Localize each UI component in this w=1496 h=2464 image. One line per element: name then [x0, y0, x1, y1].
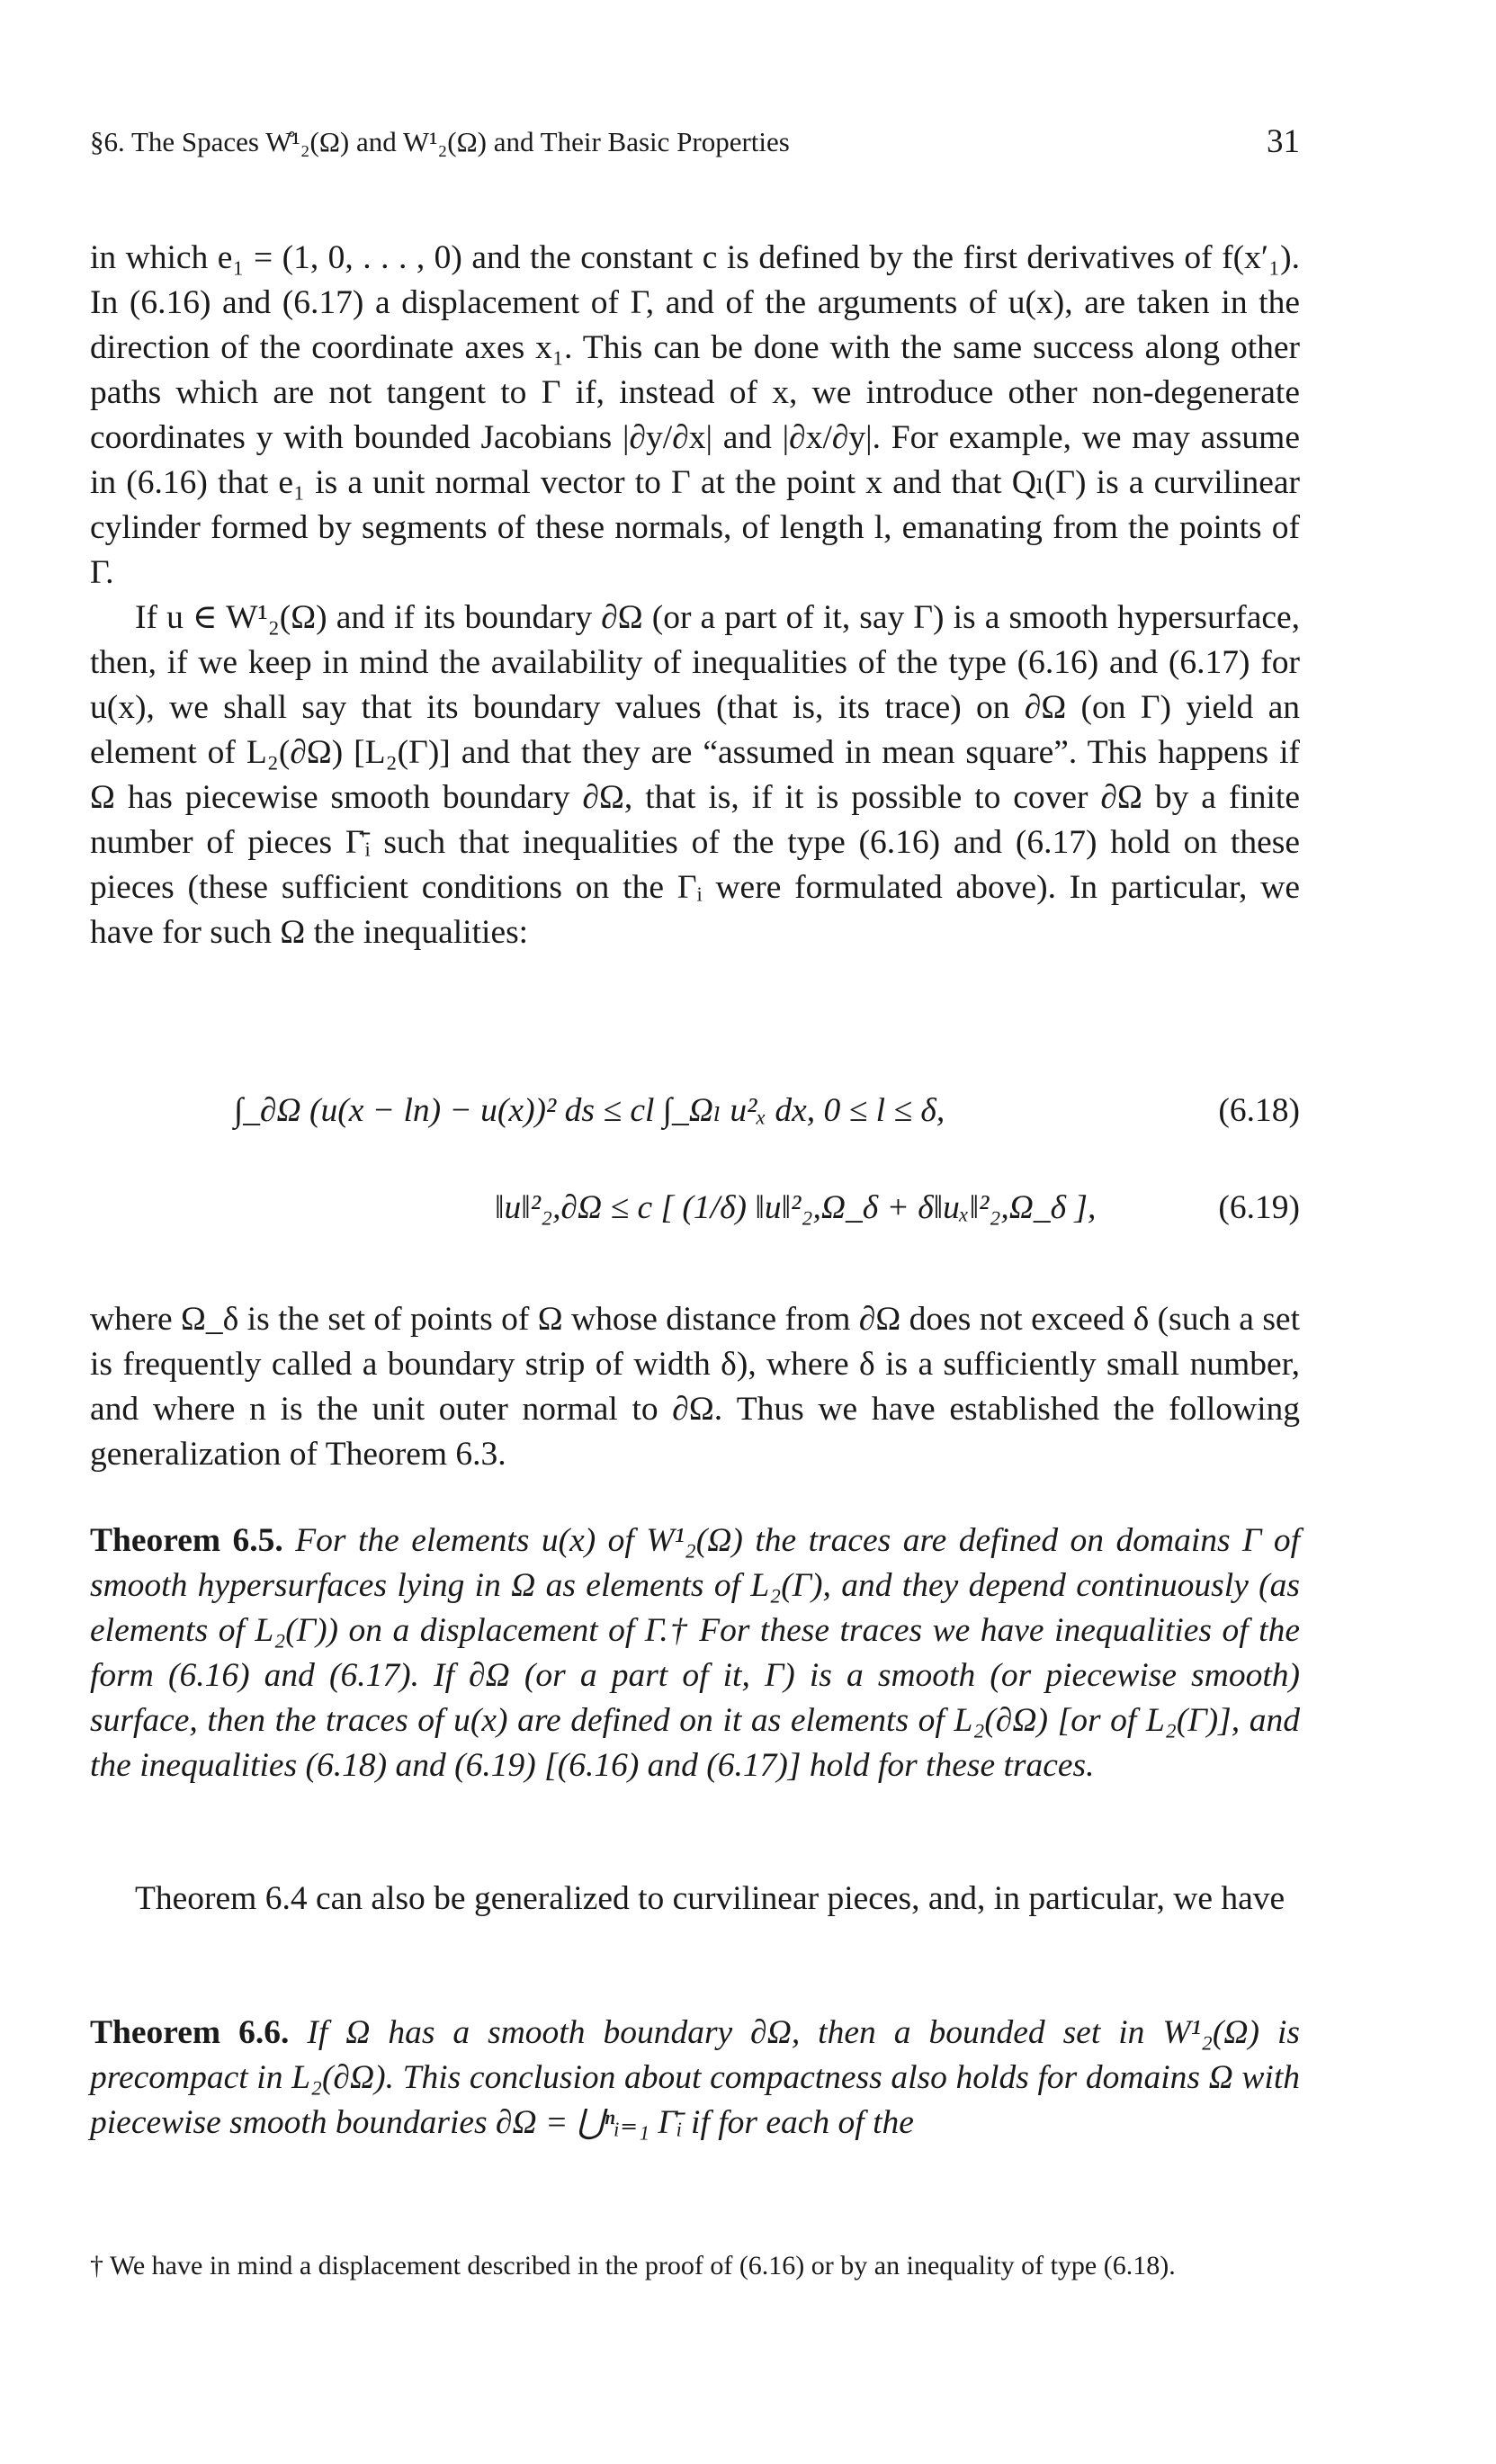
- theorem-statement: If Ω has a smooth boundary ∂Ω, then a bounded set in W¹₂(Ω) is precompact in L₂(∂Ω). This conclusion about compactness also holds for domains Ω with piecewise smooth boundaries ∂Ω = ⋃ⁿᵢ₌₁ Γ̄ᵢ if for each of the: [90, 2014, 1300, 2141]
- paragraph-2: If u ∈ W¹₂(Ω) and if its boundary ∂Ω (or a part of it, say Γ) is a smooth hypersurface, then, if we keep in mind the availability of inequalities of the type (6.16) and (6.17) for u(x), we shall say that its boundary values (that is, its trace) on ∂Ω (on Γ) yield an element of L₂(∂Ω) [L₂(Γ)] and that they are “assumed in mean square”. This happens if Ω has piecewise smooth boundary ∂Ω, that is, if it is possible to cover ∂Ω by a finite number of pieces Γ̄ᵢ such that inequalities of the type (6.16) and (6.17) hold on these pieces (these sufficient conditions on the Γᵢ were formulated above). In particular, we have for such Ω the inequalities:: [90, 599, 1300, 951]
- theorem-label: Theorem 6.6.: [90, 2014, 290, 2051]
- equation-number: (6.18): [1218, 1092, 1300, 1129]
- equation-6-18: [90, 1080, 1300, 1142]
- section-title: §6. The Spaces W̊¹₂(Ω) and W¹₂(Ω) and Their Basic Properties: [90, 126, 790, 157]
- theorem-statement: For the elements u(x) of W¹₂(Ω) the traces are defined on domains Γ of smooth hypersurfaces lying in Ω as elements of L₂(Γ), and they depend continuously (as elements of L₂(Γ)) on a displacement of Γ.† For these traces we have inequalities of the form (6.16) and (6.17). If ∂Ω (or a part of it, Γ) is a smooth (or piecewise smooth) surface, then the traces of u(x) are defined on it as elements of L₂(∂Ω) [or of L₂(Γ)], and the inequalities (6.18) and (6.19) [(6.16) and (6.17)] hold for these traces.: [90, 1522, 1300, 1784]
- paragraph-1: in which e₁ = (1, 0, . . . , 0) and the constant c is defined by the first derivatives of f(x′₁). In (6.16) and (6.17) a displacement of Γ, and of the arguments of u(x), are taken in the direction of the coordinate axes x₁. This can be done with the same success along other paths which are not tangent to Γ if, instead of x, we introduce other non-degenerate coordinates y with bounded Jacobians |∂y/∂x| and |∂x/∂y|. For example, we may assume in (6.16) that e₁ is a unit normal vector to Γ at the point x and that Qₗ(Γ) is a curvilinear cylinder formed by segments of these normals, of length l, emanating from the points of Γ.: [90, 239, 1300, 591]
- paragraph-3: where Ω_δ is the set of points of Ω whose distance from ∂Ω does not exceed δ (such a set is frequently called a boundary strip of width δ), where δ is a sufficiently small number, and where n is the unit outer normal to ∂Ω. Thus we have established the following generalization of Theorem 6.3.: [90, 1301, 1300, 1473]
- footnote: † We have in mind a displacement described in the proof of (6.16) or by an inequality of type (6.18).: [90, 2251, 1176, 2280]
- paragraph-4: Theorem 6.4 can also be generalized to curvilinear pieces, and, in particular, we have: [135, 1880, 1285, 1917]
- paragraph-block-1: [90, 236, 1300, 955]
- theorem-label: Theorem 6.5.: [90, 1522, 283, 1559]
- page-number: 31: [1267, 123, 1300, 160]
- paragraph-block-2: [90, 1297, 1300, 1477]
- equation-6-19: [90, 1177, 1300, 1240]
- equation-number: (6.19): [1218, 1189, 1300, 1226]
- theorem-6-5: [90, 1519, 1300, 1788]
- paragraph-block-3: [90, 1877, 1300, 1922]
- theorem-6-6: [90, 2011, 1300, 2146]
- running-head: [90, 122, 1300, 162]
- equation-expression: ∫_∂Ω (u(x − ln) − u(x))² ds ≤ cl ∫_Ωₗ u²ₓ dx, 0 ≤ l ≤ δ,: [234, 1092, 945, 1129]
- equation-expression: ‖u‖²₂,∂Ω ≤ c [ (1/δ) ‖u‖²₂,Ω_δ + δ‖uₓ‖²₂,Ω_δ ],: [495, 1189, 1097, 1226]
